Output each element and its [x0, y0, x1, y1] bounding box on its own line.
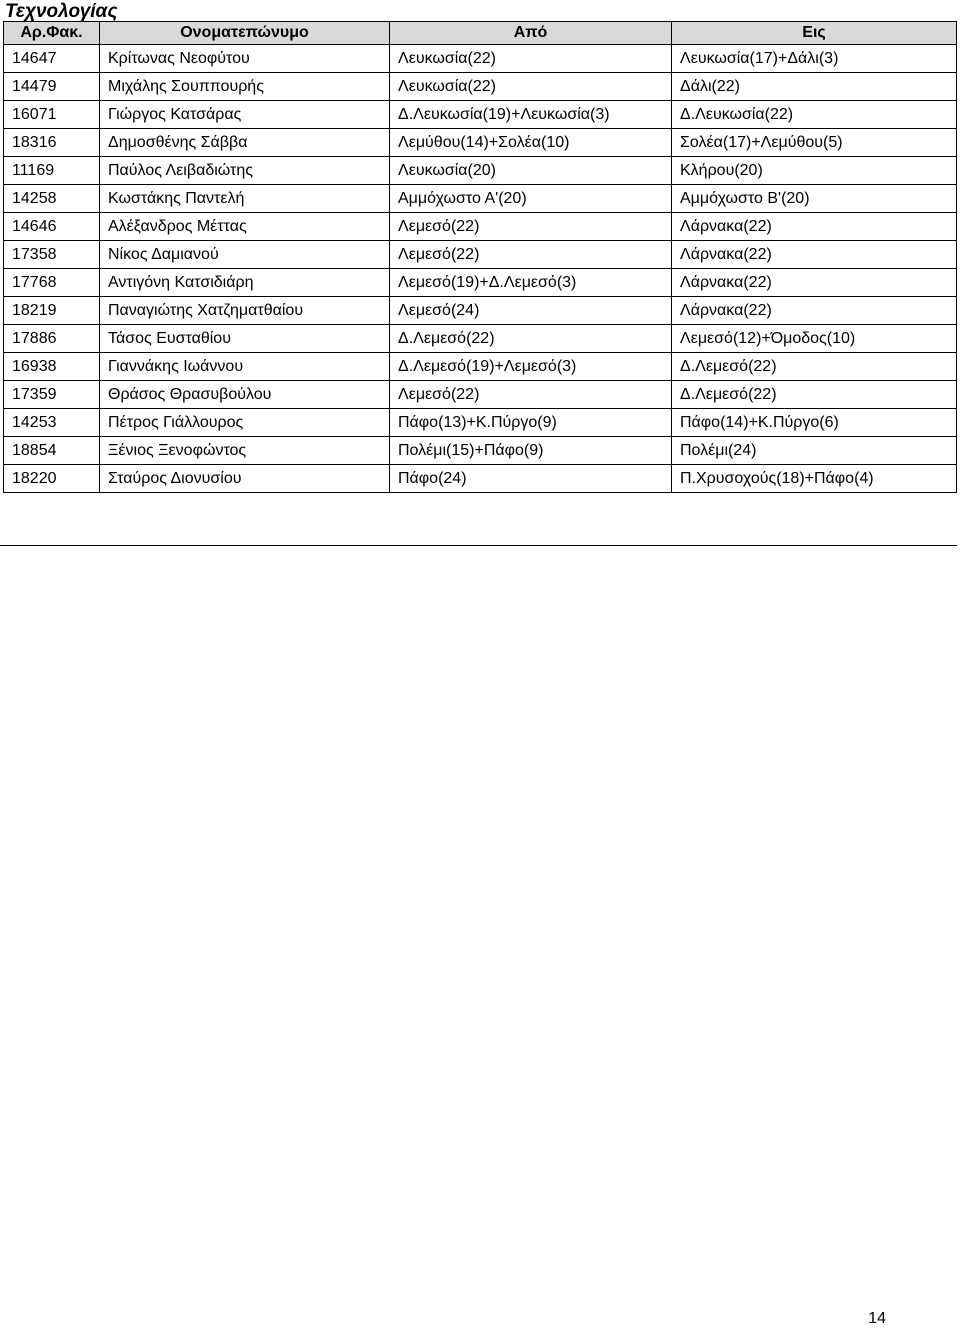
- section-title: Τεχνολογίας: [5, 1, 118, 22]
- cell-full-name: Μιχάλης Σουππουρής: [100, 73, 390, 101]
- table-row: [4, 73, 957, 101]
- cell-to: Δ.Λεμεσό(22): [672, 381, 957, 409]
- table-row: [4, 241, 957, 269]
- cell-file-no: 18219: [4, 297, 100, 325]
- table-row: [4, 437, 957, 465]
- cell-from: Δ.Λεμεσό(19)+Λεμεσό(3): [390, 353, 672, 381]
- header-full-name: Ονοματεπώνυμο: [100, 22, 390, 45]
- table-row: [4, 129, 957, 157]
- cell-file-no: 14646: [4, 213, 100, 241]
- cell-to: Πάφο(14)+Κ.Πύργο(6): [672, 409, 957, 437]
- cell-full-name: Γιαννάκης Ιωάννου: [100, 353, 390, 381]
- table-row: [4, 381, 957, 409]
- cell-from: Λεμεσό(22): [390, 213, 672, 241]
- cell-from: Πάφο(13)+Κ.Πύργο(9): [390, 409, 672, 437]
- table-header-row: [4, 22, 957, 45]
- cell-from: Δ.Λεμεσό(22): [390, 325, 672, 353]
- cell-full-name: Παναγιώτης Χατζηματθαίου: [100, 297, 390, 325]
- cell-file-no: 11169: [4, 157, 100, 185]
- cell-full-name: Γιώργος Κατσάρας: [100, 101, 390, 129]
- cell-from: Δ.Λευκωσία(19)+Λευκωσία(3): [390, 101, 672, 129]
- cell-to: Λάρνακα(22): [672, 241, 957, 269]
- header-file-no: Αρ.Φακ.: [4, 22, 100, 45]
- cell-file-no: 14258: [4, 185, 100, 213]
- cell-file-no: 18854: [4, 437, 100, 465]
- cell-to: Λάρνακα(22): [672, 297, 957, 325]
- cell-full-name: Παύλος Λειβαδιώτης: [100, 157, 390, 185]
- table-row: [4, 409, 957, 437]
- cell-from: Λεμεσό(22): [390, 241, 672, 269]
- cell-from: Λευκωσία(22): [390, 45, 672, 73]
- cell-from: Λευκωσία(20): [390, 157, 672, 185]
- table-row: [4, 325, 957, 353]
- cell-full-name: Δημοσθένης Σάββα: [100, 129, 390, 157]
- page-number: 14: [868, 1310, 886, 1327]
- table-row: [4, 157, 957, 185]
- table-row: [4, 269, 957, 297]
- cell-full-name: Κρίτωνας Νεοφύτου: [100, 45, 390, 73]
- cell-full-name: Κωστάκης Παντελή: [100, 185, 390, 213]
- cell-full-name: Θράσος Θρασυβούλου: [100, 381, 390, 409]
- cell-to: Λάρνακα(22): [672, 213, 957, 241]
- cell-full-name: Πέτρος Γιάλλουρος: [100, 409, 390, 437]
- cell-file-no: 16071: [4, 101, 100, 129]
- table-row: [4, 101, 957, 129]
- table-body: [4, 45, 957, 493]
- cell-full-name: Αλέξανδρος Μέττας: [100, 213, 390, 241]
- cell-to: Σολέα(17)+Λεμύθου(5): [672, 129, 957, 157]
- table-row: [4, 465, 957, 493]
- cell-to: Αμμόχωστο Β'(20): [672, 185, 957, 213]
- cell-from: Αμμόχωστο Α'(20): [390, 185, 672, 213]
- transfers-table: [3, 21, 957, 493]
- cell-full-name: Αντιγόνη Κατσιδιάρη: [100, 269, 390, 297]
- cell-to: Λάρνακα(22): [672, 269, 957, 297]
- cell-from: Λεμύθου(14)+Σολέα(10): [390, 129, 672, 157]
- cell-to: Δ.Λευκωσία(22): [672, 101, 957, 129]
- cell-file-no: 17359: [4, 381, 100, 409]
- table-row: [4, 353, 957, 381]
- cell-from: Πάφο(24): [390, 465, 672, 493]
- cell-to: Λεμεσό(12)+Όμοδος(10): [672, 325, 957, 353]
- table-row: [4, 297, 957, 325]
- cell-to: Κλήρου(20): [672, 157, 957, 185]
- cell-to: Δάλι(22): [672, 73, 957, 101]
- cell-to: Λευκωσία(17)+Δάλι(3): [672, 45, 957, 73]
- cell-to: Πολέμι(24): [672, 437, 957, 465]
- cell-to: Π.Χρυσοχούς(18)+Πάφο(4): [672, 465, 957, 493]
- cell-from: Λεμεσό(24): [390, 297, 672, 325]
- cell-from: Πολέμι(15)+Πάφο(9): [390, 437, 672, 465]
- table-row: [4, 185, 957, 213]
- cell-file-no: 17886: [4, 325, 100, 353]
- cell-file-no: 14647: [4, 45, 100, 73]
- cell-from: Λεμεσό(19)+Δ.Λεμεσό(3): [390, 269, 672, 297]
- cell-file-no: 18220: [4, 465, 100, 493]
- divider-line: [0, 545, 957, 546]
- cell-full-name: Νίκος Δαμιανού: [100, 241, 390, 269]
- cell-file-no: 18316: [4, 129, 100, 157]
- cell-full-name: Τάσος Ευσταθίου: [100, 325, 390, 353]
- header-to: Εις: [672, 22, 957, 45]
- cell-file-no: 14253: [4, 409, 100, 437]
- cell-full-name: Σταύρος Διονυσίου: [100, 465, 390, 493]
- cell-file-no: 16938: [4, 353, 100, 381]
- cell-file-no: 14479: [4, 73, 100, 101]
- cell-full-name: Ξένιος Ξενοφώντος: [100, 437, 390, 465]
- cell-file-no: 17768: [4, 269, 100, 297]
- cell-to: Δ.Λεμεσό(22): [672, 353, 957, 381]
- table-row: [4, 45, 957, 73]
- cell-file-no: 17358: [4, 241, 100, 269]
- header-from: Από: [390, 22, 672, 45]
- cell-from: Λευκωσία(22): [390, 73, 672, 101]
- cell-from: Λεμεσό(22): [390, 381, 672, 409]
- table-row: [4, 213, 957, 241]
